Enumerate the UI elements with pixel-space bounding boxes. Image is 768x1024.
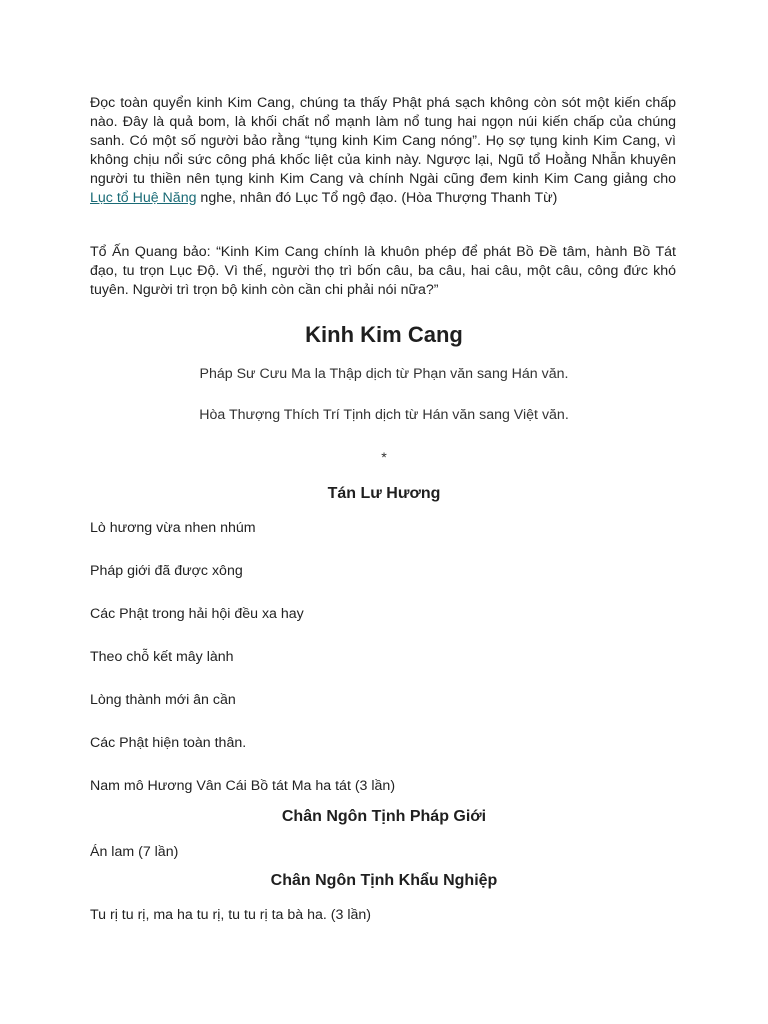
section-heading-tan-lu-huong: Tán Lư Hương [327,485,441,502]
translator-line-2: Hòa Thượng Thích Trí Tịnh dịch từ Hán văn sang Việt văn. [199,407,569,423]
page-title: Kinh Kim Cang [305,322,463,347]
hue-nang-link[interactable]: Lục tổ Huệ Năng [90,190,197,206]
section-heading-tinh-khau-nghiep: Chân Ngôn Tịnh Khẩu Nghiệp [270,872,498,889]
mantra-line: Án lam (7 lần) [90,844,179,860]
verse-line: Lò hương vừa nhen nhúm [90,520,256,536]
intro-text-end: nghe, nhân đó Lục Tổ ngộ đạo. (Hòa Thượng Thanh Từ) [196,190,558,206]
verse-line: Theo chỗ kết mây lành [90,649,234,665]
translator-line-1: Pháp Sư Cưu Ma la Thập dịch từ Phạn văn sang Hán văn. [199,366,569,382]
verse-line: Nam mô Hương Vân Cái Bồ tát Ma ha tát (3 lần) [90,778,396,794]
verse-line: Pháp giới đã được xông [90,563,243,579]
mantra-line: Tu rị tu rị, ma ha tu rị, tu tu rị ta bà ha. (3 lần) [90,907,371,923]
verse-line: Các Phật hiện toàn thân. [90,735,247,751]
section-heading-tinh-phap-gioi: Chân Ngôn Tịnh Pháp Giới [281,808,487,825]
intro-text-start: Đọc toàn quyển kinh Kim Cang, chúng ta thấy Phật phá sạch không còn sót một kiến chấp nào. Đây là quả bom, là khối chất nổ mạnh làm nổ tung hai ngọn núi kiến chấp của chúng sanh. Có một số người bảo rằng “tụng kinh Kim Cang nóng”. Họ sợ tụng kinh Kim Cang, vì không chịu nổi sức công phá khốc liệt của kinh này. Ngược lại, Ngũ tổ Hoằng Nhẫn khuyên người tu thiền nên tụng kinh Kim Cang và chính Ngài cũng đem kinh Kim Cang giảng cho [90,95,676,187]
separator-asterisk: * [381,450,387,466]
verse-line: Các Phật trong hải hội đều xa hay [90,606,304,622]
intro-paragraph-1 [90,94,676,208]
intro-paragraph-2: Tổ Ấn Quang bảo: “Kinh Kim Cang chính là khuôn phép để phát Bồ Đề tâm, hành Bồ Tát đạo, tu trọn Lục Độ. Vì thế, người thọ trì bốn câu, ba câu, hai câu, một câu, công đức khó tuyên. Người trì trọn bộ kinh còn cần chi phải nói nữa?” [90,244,676,298]
verse-line: Lòng thành mới ân cần [90,692,236,708]
